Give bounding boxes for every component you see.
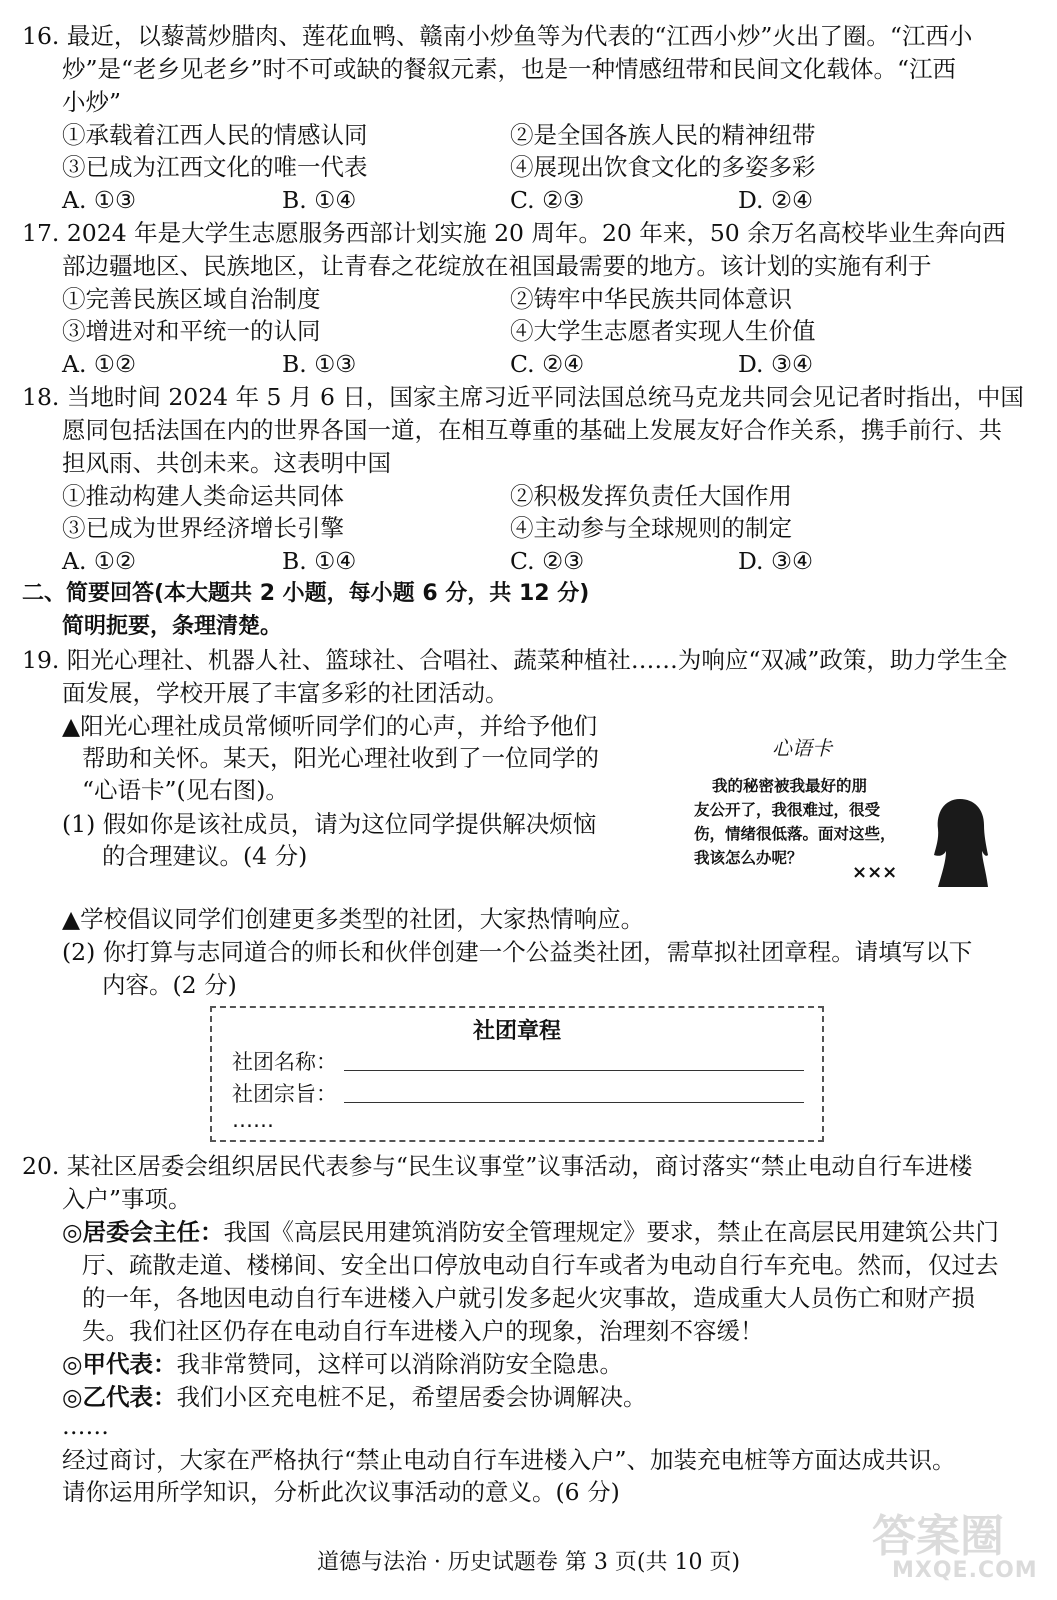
q17-choice-b: B. ①③ bbox=[282, 350, 357, 378]
club-purpose-label: 社团宗旨： bbox=[232, 1082, 337, 1106]
q17-item-1: ①完善民族区域自治制度 bbox=[62, 285, 321, 313]
q20-rep-b-text: 我们小区充电桩不足，希望居委会协调解决。 bbox=[176, 1383, 647, 1411]
q16-choice-c: C. ②③ bbox=[510, 186, 585, 214]
q20-rep-a-text: 我非常赞同，这样可以消除消防安全隐患。 bbox=[176, 1350, 624, 1378]
club-purpose-answer-line[interactable] bbox=[344, 1102, 804, 1103]
q20-question: 请你运用所学知识，分析此次议事活动的意义。(6 分) bbox=[62, 1478, 620, 1506]
club-charter-title: 社团章程 bbox=[472, 1019, 561, 1044]
q19-sub-1-line-2: 的合理建议。(4 分) bbox=[102, 842, 308, 870]
watermark-top-text: 答案圈 bbox=[872, 1511, 1004, 1562]
heart-card-title: 心语卡 bbox=[772, 736, 832, 760]
q20-director-line-2: 厅、疏散走道、楼梯间、安全出口停放电动自行车或者为电动自行车充电。然而，仅过去 bbox=[82, 1251, 999, 1279]
q20-ellipsis: …… bbox=[62, 1412, 109, 1440]
q19-sub-2-line-1: (2) 你打算与志同道合的师长和伙伴创建一个公益类社团，需草拟社团章程。请填写以下 bbox=[62, 938, 973, 966]
q18-choice-b: B. ①④ bbox=[282, 547, 357, 575]
heart-card-signature: ××× bbox=[852, 862, 898, 883]
q16-choice-d: D. ②④ bbox=[738, 186, 814, 214]
q20-stem-line-1: 20. 某社区居委会组织居民代表参与“民生议事堂”议事活动，商讨落实“禁止电动自行车进楼 bbox=[22, 1152, 973, 1180]
q16-stem-line-2: 炒”是“老乡见老乡”时不可或缺的餐叙元素，也是一种情感纽带和民间文化载体。“江西 bbox=[62, 55, 957, 83]
q16-item-4: ④展现出饮食文化的多姿多彩 bbox=[510, 153, 816, 181]
heart-card-line-3: 伤，情绪很低落。面对这些， bbox=[694, 825, 896, 843]
q20-rep-a-label: ◎甲代表： bbox=[62, 1350, 177, 1378]
q17-stem-line-2: 部边疆地区、民族地区，让青春之花绽放在祖国最需要的地方。该计划的实施有利于 bbox=[62, 252, 932, 280]
q20-rep-b-label: ◎乙代表： bbox=[62, 1383, 177, 1411]
q16-choice-b: B. ①④ bbox=[282, 186, 357, 214]
q18-stem-line-2: 愿同包括法国在内的世界各国一道，在相互尊重的基础上发展友好合作关系，携手前行、共 bbox=[62, 416, 1002, 444]
q19-stem-line-1: 19. 阳光心理社、机器人社、篮球社、合唱社、蔬菜种植社……为响应“双减”政策，助力学生全 bbox=[22, 646, 1008, 674]
q18-choice-a: A. ①② bbox=[62, 547, 137, 575]
q20-director-label: ◎居委会主任： bbox=[62, 1218, 224, 1246]
watermark-logo bbox=[862, 1500, 1042, 1592]
q17-item-3: ③增进对和平统一的认同 bbox=[62, 317, 321, 345]
q19-stem-line-2: 面发展，学校开展了丰富多彩的社团活动。 bbox=[62, 679, 509, 707]
q19-sub-2-line-2: 内容。(2 分) bbox=[102, 971, 237, 999]
q17-stem-line-1: 17. 2024 年是大学生志愿服务西部计划实施 20 周年。20 年来，50 余万名高校毕业生奔向西 bbox=[22, 219, 1006, 247]
club-charter-ellipsis: …… bbox=[232, 1108, 274, 1132]
q20-director-line-3: 的一年，各地因电动自行车进楼入户就引发多起火灾事故，造成重大人员伤亡和财产损 bbox=[82, 1284, 975, 1312]
q20-director-text-1: 我国《高层民用建筑消防安全管理规定》要求，禁止在高层民用建筑公共门 bbox=[223, 1218, 1000, 1246]
page-footer: 道德与法治 · 历史试题卷 第 3 页(共 10 页) bbox=[316, 1550, 741, 1575]
q20-stem-line-2: 入户”事项。 bbox=[62, 1185, 192, 1213]
q17-choice-d: D. ③④ bbox=[738, 350, 814, 378]
q18-stem-line-3: 担风雨、共创未来。这表明中国 bbox=[62, 449, 391, 477]
q16-item-3: ③已成为江西文化的唯一代表 bbox=[62, 153, 368, 181]
girl-silhouette-illustration bbox=[930, 795, 990, 890]
club-name-label: 社团名称： bbox=[232, 1050, 337, 1074]
q19-material-1-line-3: “心语卡”(见右图)。 bbox=[82, 776, 289, 804]
q19-material-1-line-1: ▲阳光心理社成员常倾听同学们的心声，并给予他们 bbox=[62, 712, 598, 740]
q16-choice-a: A. ①③ bbox=[62, 186, 137, 214]
q18-choice-d: D. ③④ bbox=[738, 547, 814, 575]
q18-choice-c: C. ②③ bbox=[510, 547, 585, 575]
q19-material-2: ▲学校倡议同学们创建更多类型的社团，大家热情响应。 bbox=[62, 905, 645, 933]
q18-stem-line-1: 18. 当地时间 2024 年 5 月 6 日，国家主席习近平同法国总统马克龙共同会见记者时指出，中国 bbox=[22, 383, 1024, 411]
q17-choice-c: C. ②④ bbox=[510, 350, 585, 378]
section-2-heading: 二、简要回答(本大题共 2 小题，每小题 6 分，共 12 分) bbox=[22, 581, 590, 606]
q17-item-2: ②铸牢中华民族共同体意识 bbox=[510, 285, 792, 313]
heart-card-line-2: 友公开了，我很难过，很受 bbox=[694, 801, 881, 819]
q16-stem-line-3: 小炒” bbox=[62, 88, 122, 116]
q20-rep-a bbox=[62, 1348, 623, 1380]
q19-material-1-line-2: 帮助和关怀。某天，阳光心理社收到了一位同学的 bbox=[82, 744, 599, 772]
q18-item-3: ③已成为世界经济增长引擎 bbox=[62, 514, 344, 542]
q18-item-4: ④主动参与全球规则的制定 bbox=[510, 514, 792, 542]
q17-choice-a: A. ①② bbox=[62, 350, 137, 378]
q16-stem-line-1: 16. 最近，以藜蒿炒腊肉、莲花血鸭、赣南小炒鱼等为代表的“江西小炒”火出了圈。“江西小 bbox=[22, 22, 973, 50]
q18-item-2: ②积极发挥负责任大国作用 bbox=[510, 482, 792, 510]
q16-item-2: ②是全国各族人民的精神纽带 bbox=[510, 121, 816, 149]
q20-director-line-4: 失。我们社区仍存在电动自行车进楼入户的现象，治理刻不容缓！ bbox=[82, 1317, 764, 1345]
watermark-bottom-text: MXQE.COM bbox=[892, 1558, 1038, 1583]
heart-card-line-1: 我的秘密被我最好的朋 bbox=[712, 777, 868, 795]
q20-conclusion: 经过商讨，大家在严格执行“禁止电动自行车进楼入户”、加装充电桩等方面达成共识。 bbox=[62, 1446, 956, 1474]
q16-item-1: ①承载着江西人民的情感认同 bbox=[62, 121, 368, 149]
q19-sub-1-line-1: (1) 假如你是该社成员，请为这位同学提供解决烦恼 bbox=[62, 810, 597, 838]
q17-item-4: ④大学生志愿者实现人生价值 bbox=[510, 317, 816, 345]
q20-director-line-1 bbox=[62, 1216, 999, 1248]
club-charter-box bbox=[210, 1006, 824, 1142]
heart-card-line-4: 我该怎么办呢？ bbox=[694, 849, 803, 867]
section-2-instruction: 简明扼要，条理清楚。 bbox=[62, 614, 283, 639]
club-name-answer-line[interactable] bbox=[344, 1070, 804, 1071]
q20-rep-b bbox=[62, 1381, 647, 1413]
q18-item-1: ①推动构建人类命运共同体 bbox=[62, 482, 344, 510]
